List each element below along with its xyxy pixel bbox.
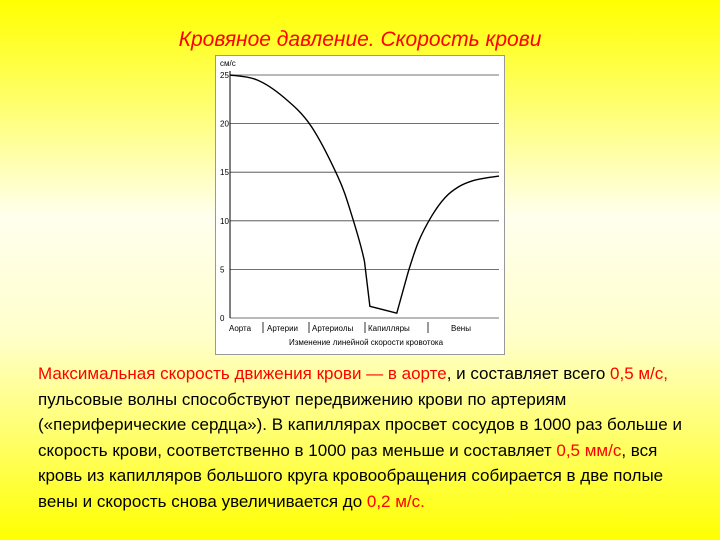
y-tick-label: 15 <box>220 168 229 178</box>
x-category-label: Вены <box>451 324 471 333</box>
highlight-capillary-speed: 0,5 мм/с <box>556 440 622 460</box>
y-tick-label: 25 <box>220 71 229 80</box>
text-part: пульсовые волны способствуют передвижению крови по артериям («периферические сердца»). В капиллярах просвет сосудов в 1000 раз больше и скорость крови, соответственно в 1000 раз меньше и составляет <box>38 389 682 460</box>
description-text <box>38 361 688 514</box>
y-tick-label: 0 <box>220 314 225 323</box>
text-part: , вся кровь из капилляров большого круга кровообращения собирается в две полые вены и скорость снова увеличивается до <box>38 440 664 511</box>
y-tick-label: 10 <box>220 216 229 226</box>
velocity-chart <box>215 55 505 355</box>
highlight-max-speed: Максимальная скорость движения крови — в аорте <box>38 364 447 383</box>
highlight-vein-speed: 0,2 м/с. <box>366 491 425 511</box>
x-category-label: Артериолы <box>312 324 354 333</box>
y-tick-label: 20 <box>220 119 229 129</box>
x-category-label: Аорта <box>229 324 252 333</box>
y-axis-label: см/с <box>220 59 236 68</box>
x-axis-label: Изменение линейной скорости кровотока <box>288 338 444 347</box>
text-part: , и составляет всего <box>446 364 611 383</box>
chart-svg <box>216 56 504 354</box>
x-category-label: Капилляры <box>368 324 410 333</box>
x-category-label: Артерии <box>267 324 299 333</box>
velocity-curve <box>230 75 499 313</box>
highlight-aorta-speed: 0,5 м/с, <box>610 364 669 383</box>
y-tick-label: 5 <box>220 265 225 275</box>
slide-title: Кровяное давление. Скорость крови <box>178 28 542 51</box>
